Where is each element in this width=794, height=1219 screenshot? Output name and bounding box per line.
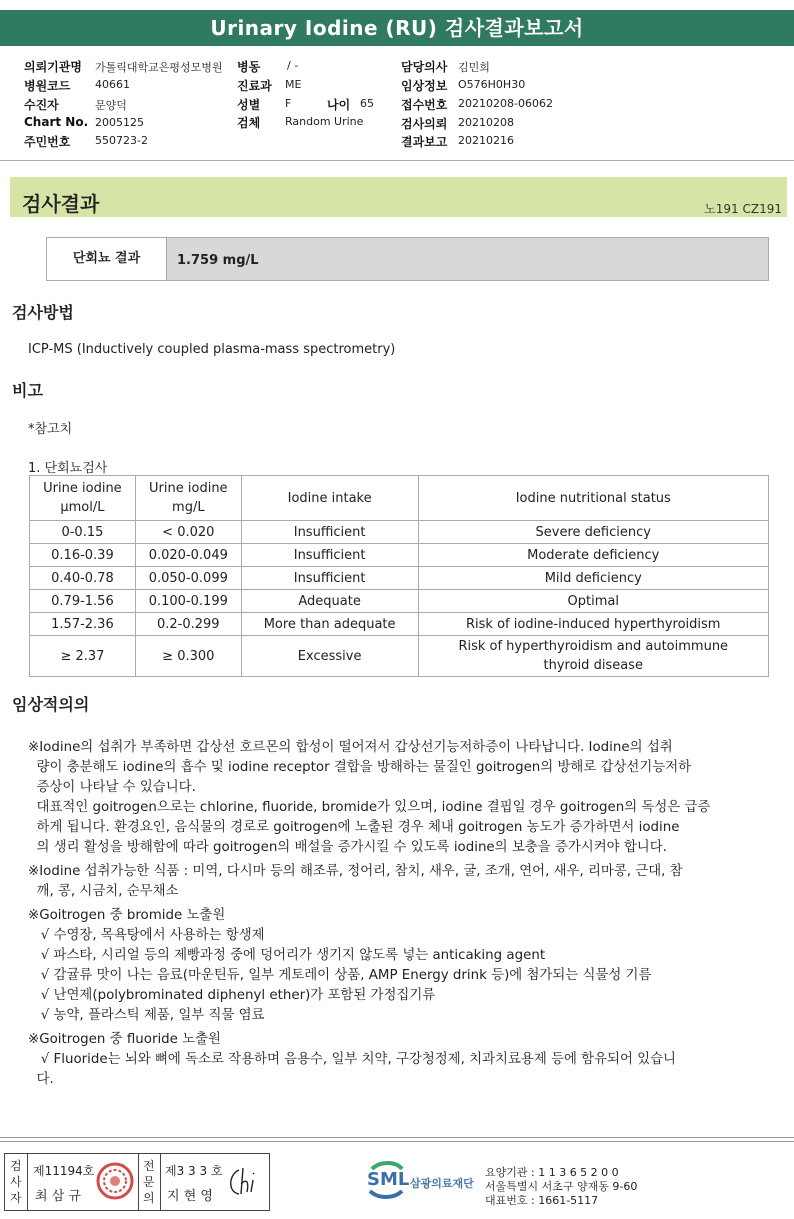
seal-stamp-icon — [95, 1160, 135, 1202]
result-section-bar — [10, 177, 787, 217]
clinical-line: √ 수영장, 목욕탕에서 사용하는 항생제 — [28, 928, 265, 943]
reference-table — [29, 475, 769, 677]
info-label: 접수번호 — [401, 98, 448, 112]
info-value: 20210208-06062 — [458, 97, 553, 110]
cell-status: Moderate deficiency — [418, 544, 769, 567]
clinical-line: 량이 충분해도 iodine의 흡수 및 iodine receptor 결합을 방해하는 물질인 goitrogen의 방해로 갑상선기능저하 — [28, 760, 692, 775]
info-value: 김민희 — [458, 61, 490, 74]
info-value: 20210216 — [458, 134, 514, 147]
report-title: Urinary Iodine (RU) 검사결과보고서 — [0, 10, 794, 46]
examiner-name: 최 삼 규 — [35, 1189, 81, 1204]
cell-umol: 0.16-0.39 — [30, 544, 136, 567]
examiner-label: 검 사 자 — [10, 1159, 22, 1205]
cell-umol: 0.79-1.56 — [30, 590, 136, 613]
info-label: Chart No. — [24, 115, 89, 129]
method-text: ICP-MS (Inductively coupled plasma-mass spectrometry) — [28, 342, 396, 357]
clinical-line: ※Iodine의 섭취가 부족하면 갑상선 호르몬의 합성이 떨어져서 갑상선기능저하증이 나타납니다. Iodine의 섭취 — [28, 740, 673, 755]
clinical-line: √ 난연제(polybrominated diphenyl ether)가 포함된 가정집기류 — [28, 988, 436, 1003]
clinical-line: ※Goitrogen 중 fluoride 노출원 — [28, 1032, 221, 1047]
cell-status: Risk of hyperthyroidism and autoimmune thyroid disease — [418, 636, 769, 677]
table-row — [30, 567, 769, 590]
cell-mg: 0.100-0.199 — [135, 590, 241, 613]
result-box — [46, 237, 769, 281]
clinical-line: √ Fluoride는 뇌와 뼈에 독소로 작용하며 음용수, 일부 치약, 구강청정제, 치과치료용제 등에 함유되어 있습니 — [28, 1052, 676, 1067]
info-value: 가톨릭대학교은평성모병원 — [95, 61, 223, 74]
table-header-row — [30, 476, 769, 521]
cell-intake: Excessive — [241, 636, 418, 677]
clinical-line: √ 감귤류 맛이 나는 음료(마운틴듀, 일부 게토레이 상품, AMP Energy drink 등)에 첨가되는 식물성 기름 — [28, 968, 652, 983]
info-label: 검체 — [237, 116, 261, 130]
clinical-line: ※Goitrogen 중 bromide 노출원 — [28, 908, 226, 923]
clinical-line: √ 농약, 플라스틱 제품, 일부 직물 염료 — [28, 1008, 265, 1023]
info-value: O576H0H30 — [458, 78, 526, 91]
address: 서울특별시 서초구 양재동 9-60 — [485, 1180, 638, 1193]
specialist-license: 제3 3 3 호 — [165, 1164, 223, 1178]
clinical-line: 깨, 콩, 시금치, 순무채소 — [28, 884, 179, 899]
signature-box — [4, 1153, 270, 1211]
info-value: 문양덕 — [95, 99, 127, 112]
clinical-line: 대표적인 goitrogen으로는 chlorine, fluoride, bromide가 있으며, iodine 결핍일 경우 goitrogen의 독성은 급증 — [28, 800, 711, 815]
table-row — [30, 544, 769, 567]
cell-status: Risk of iodine-induced hyperthyroidism — [418, 613, 769, 636]
clinical-line: 다. — [28, 1072, 54, 1087]
cell-status: Severe deficiency — [418, 521, 769, 544]
table-row — [30, 613, 769, 636]
examiner-license: 제11194호 — [33, 1164, 95, 1178]
institution-code: 요양기관 : 1 1 3 6 5 2 0 0 — [485, 1166, 619, 1179]
cell-intake: Insufficient — [241, 521, 418, 544]
info-label: 주민번호 — [24, 135, 71, 149]
info-value: 550723-2 — [95, 134, 148, 147]
info-value: F — [285, 97, 292, 110]
handwritten-signature-icon — [225, 1164, 267, 1200]
header-umol: Urine iodine μmol/L — [30, 476, 136, 521]
result-label: 단회뇨 결과 — [47, 238, 167, 280]
method-title: 검사방법 — [12, 303, 74, 322]
footer-divider — [0, 1137, 794, 1138]
phone-number: 대표번호 : 1661-5117 — [485, 1194, 599, 1207]
info-label: 결과보고 — [401, 135, 448, 149]
clinical-line: √ 파스타, 시리얼 등의 제빵과정 중에 덩어리가 생기지 않도록 넣는 anticaking agent — [28, 948, 546, 963]
info-value: 20210208 — [458, 116, 514, 129]
table-row — [30, 590, 769, 613]
info-value: / - — [287, 59, 299, 72]
cell-umol: 0-0.15 — [30, 521, 136, 544]
specialist-label: 전 문 의 — [143, 1159, 155, 1205]
info-label: 의뢰기관명 — [24, 60, 82, 74]
table-row — [30, 636, 769, 677]
clinical-line: 의 생리 활성을 방해함에 따라 goitrogen의 배설을 증가시킬 수 있도록 iodine의 보충을 증가시켜야 합니다. — [28, 840, 667, 855]
specialist-name: 지 현 영 — [167, 1189, 213, 1204]
info-label: 병원코드 — [24, 79, 71, 93]
patient-info — [0, 50, 794, 161]
clinical-title: 임상적의의 — [12, 695, 90, 714]
reference-label: *참고치 — [28, 422, 73, 437]
cell-mg: 0.050-0.099 — [135, 567, 241, 590]
cell-umol: 0.40-0.78 — [30, 567, 136, 590]
result-section-title: 검사결과 — [22, 192, 100, 216]
info-label: 나이 — [327, 98, 351, 112]
org-name: 삼광의료재단 — [410, 1177, 474, 1190]
header-mg: Urine iodine mg/L — [135, 476, 241, 521]
info-label: 진료과 — [237, 79, 272, 93]
info-value: Random Urine — [285, 115, 364, 128]
info-value: 40661 — [95, 78, 130, 91]
info-value: ME — [285, 78, 302, 91]
cell-intake: Insufficient — [241, 567, 418, 590]
info-label: 검사의뢰 — [401, 117, 448, 131]
cell-mg: < 0.020 — [135, 521, 241, 544]
cell-status: Optimal — [418, 590, 769, 613]
clinical-line: 하게 됩니다. 환경요인, 음식물의 경로로 goitrogen에 노출된 경우 체내 goitrogen 농도가 증가하면서 iodine — [28, 820, 680, 835]
cell-status: Mild deficiency — [418, 567, 769, 590]
header-intake: Iodine intake — [241, 476, 418, 521]
header-status: Iodine nutritional status — [418, 476, 769, 521]
logo-text: SML — [367, 1169, 410, 1190]
remarks-title: 비고 — [12, 381, 43, 400]
cell-mg: ≥ 0.300 — [135, 636, 241, 677]
cell-umol: ≥ 2.37 — [30, 636, 136, 677]
info-label: 담당의사 — [401, 60, 448, 74]
result-value: 1.759 mg/L — [177, 253, 259, 268]
info-label: 병동 — [237, 60, 261, 74]
cell-umol: 1.57-2.36 — [30, 613, 136, 636]
cell-intake: Insufficient — [241, 544, 418, 567]
cell-mg: 0.2-0.299 — [135, 613, 241, 636]
info-value: 65 — [360, 97, 374, 110]
info-label: 성별 — [237, 98, 261, 112]
info-label: 수진자 — [24, 98, 59, 112]
table-row — [30, 521, 769, 544]
table-title: 1. 단회뇨검사 — [28, 461, 108, 476]
clinical-line: 증상이 나타날 수 있습니다. — [28, 780, 196, 795]
footer-divider — [0, 1141, 794, 1142]
cell-mg: 0.020-0.049 — [135, 544, 241, 567]
clinical-line: ※Iodine 섭취가능한 식품 : 미역, 다시마 등의 해조류, 정어리, 참치, 새우, 굴, 조개, 연어, 새우, 리마콩, 근대, 참 — [28, 864, 683, 879]
info-label: 임상정보 — [401, 79, 448, 93]
cell-intake: More than adequate — [241, 613, 418, 636]
result-code: 노191 CZ191 — [704, 202, 782, 216]
info-value: 2005125 — [95, 116, 144, 129]
cell-intake: Adequate — [241, 590, 418, 613]
